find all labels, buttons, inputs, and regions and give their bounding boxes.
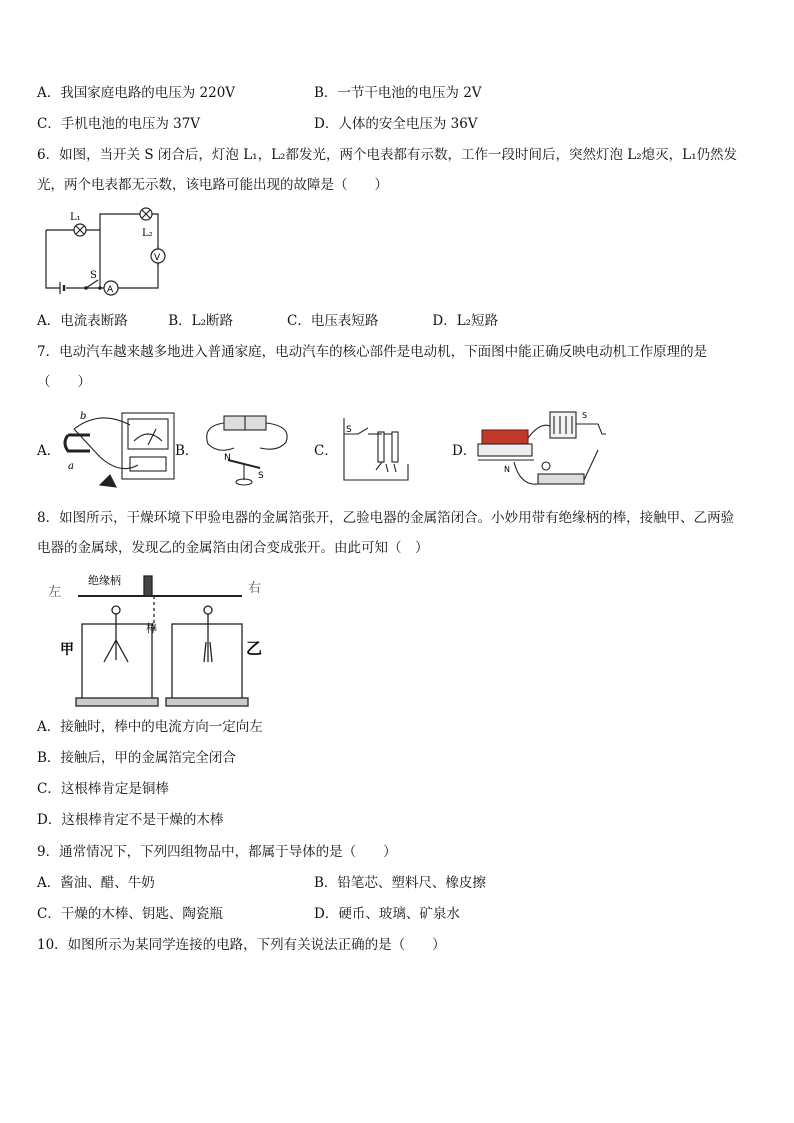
q8-label-jia: 甲 [60, 642, 74, 658]
q7a-label-a: a [68, 461, 74, 472]
q8-label-left: 左 [48, 585, 62, 600]
q6-label-switch: S [90, 270, 97, 281]
q7-figure-a [60, 405, 180, 495]
q7d-label-s: S [582, 411, 588, 420]
q8-option-a: A．接触时，棒中的电流方向一定向左 [37, 719, 263, 735]
q5-option-a: A．我国家庭电路的电压为 220V [37, 85, 236, 101]
q7c-label-s: S [346, 425, 352, 435]
q9-option-c: C．干燥的木棒、钥匙、陶瓷瓶 [37, 906, 223, 922]
q6-label-l2: L₂ [142, 228, 153, 239]
q7b-label-n: N [224, 453, 231, 463]
q7-label-b: B． [175, 443, 199, 459]
q10-stem: 10．如图所示为某同学连接的电路，下列有关说法正确的是（ ） [37, 937, 446, 953]
q6-stem-line2: 光，两个电表都无示数，该电路可能出现的故障是（ ） [37, 177, 388, 193]
q7-label-c: C． [314, 443, 338, 459]
q6-stem-line1: 6．如图，当开关 S 闭合后，灯泡 L₁，L₂都发光，两个电表都有示数，工作一段时间后，突然灯泡 L₂熄灭，L₁仍然发 [37, 147, 738, 163]
q9-option-a: A．酱油、醋、牛奶 [37, 875, 155, 891]
q6-options: A．电流表断路 B．L₂断路 C．电压表短路 D．L₂短路 [37, 313, 499, 329]
q5-option-c: C．手机电池的电压为 37V [37, 116, 201, 132]
q7-label-d: D． [452, 443, 477, 459]
q8-label-right: 右 [248, 581, 262, 596]
q7b-label-s: S [258, 471, 264, 481]
q6-label-voltmeter: V [154, 253, 161, 263]
q7-label-a: A． [37, 443, 61, 459]
q8-label-yi: 乙 [246, 639, 263, 658]
q9-stem: 9．通常情况下，下列四组物品中，都属于导体的是（ ） [37, 844, 397, 860]
q8-stem-line1: 8．如图所示，干燥环境下甲验电器的金属箔张开，乙验电器的金属箔闭合。小妙用带有绝缘柄的棒，接触甲、乙两验 [37, 510, 735, 526]
q8-electroscope-figure [42, 570, 272, 708]
q8-option-b: B．接触后，甲的金属箔完全闭合 [37, 750, 236, 766]
q8-label-handle: 绝缘柄 [88, 574, 121, 587]
q7-stem-line2: （ ） [37, 374, 91, 390]
q6-label-ammeter: A [107, 285, 114, 295]
q7-figure-b [198, 410, 298, 488]
q7-figure-d [474, 402, 610, 496]
q6-label-l1: L₁ [70, 212, 81, 223]
q8-label-rod: 棒 [146, 622, 157, 635]
q5-option-b: B．一节干电池的电压为 2V [314, 85, 482, 101]
q7-figure-c [338, 414, 424, 486]
q7d-label-n: N [504, 465, 510, 474]
q9-option-d: D．硬币、玻璃、矿泉水 [314, 906, 460, 922]
q8-option-c: C．这根棒肯定是铜棒 [37, 781, 169, 797]
q6-circuit-figure [40, 206, 170, 298]
q7a-label-b: b [80, 411, 87, 422]
q8-option-d: D．这根棒肯定不是干燥的木棒 [37, 812, 224, 828]
q8-stem-line2: 电器的金属球，发现乙的金属箔由闭合变成张开。由此可知（ ） [37, 540, 429, 556]
q7-stem-line1: 7．电动汽车越来越多地进入普通家庭，电动汽车的核心部件是电动机，下面图中能正确反映电动机工作原理的是 [37, 344, 708, 360]
q5-option-d: D．人体的安全电压为 36V [314, 116, 478, 132]
q9-option-b: B．铅笔芯、塑料尺、橡皮擦 [314, 875, 486, 891]
